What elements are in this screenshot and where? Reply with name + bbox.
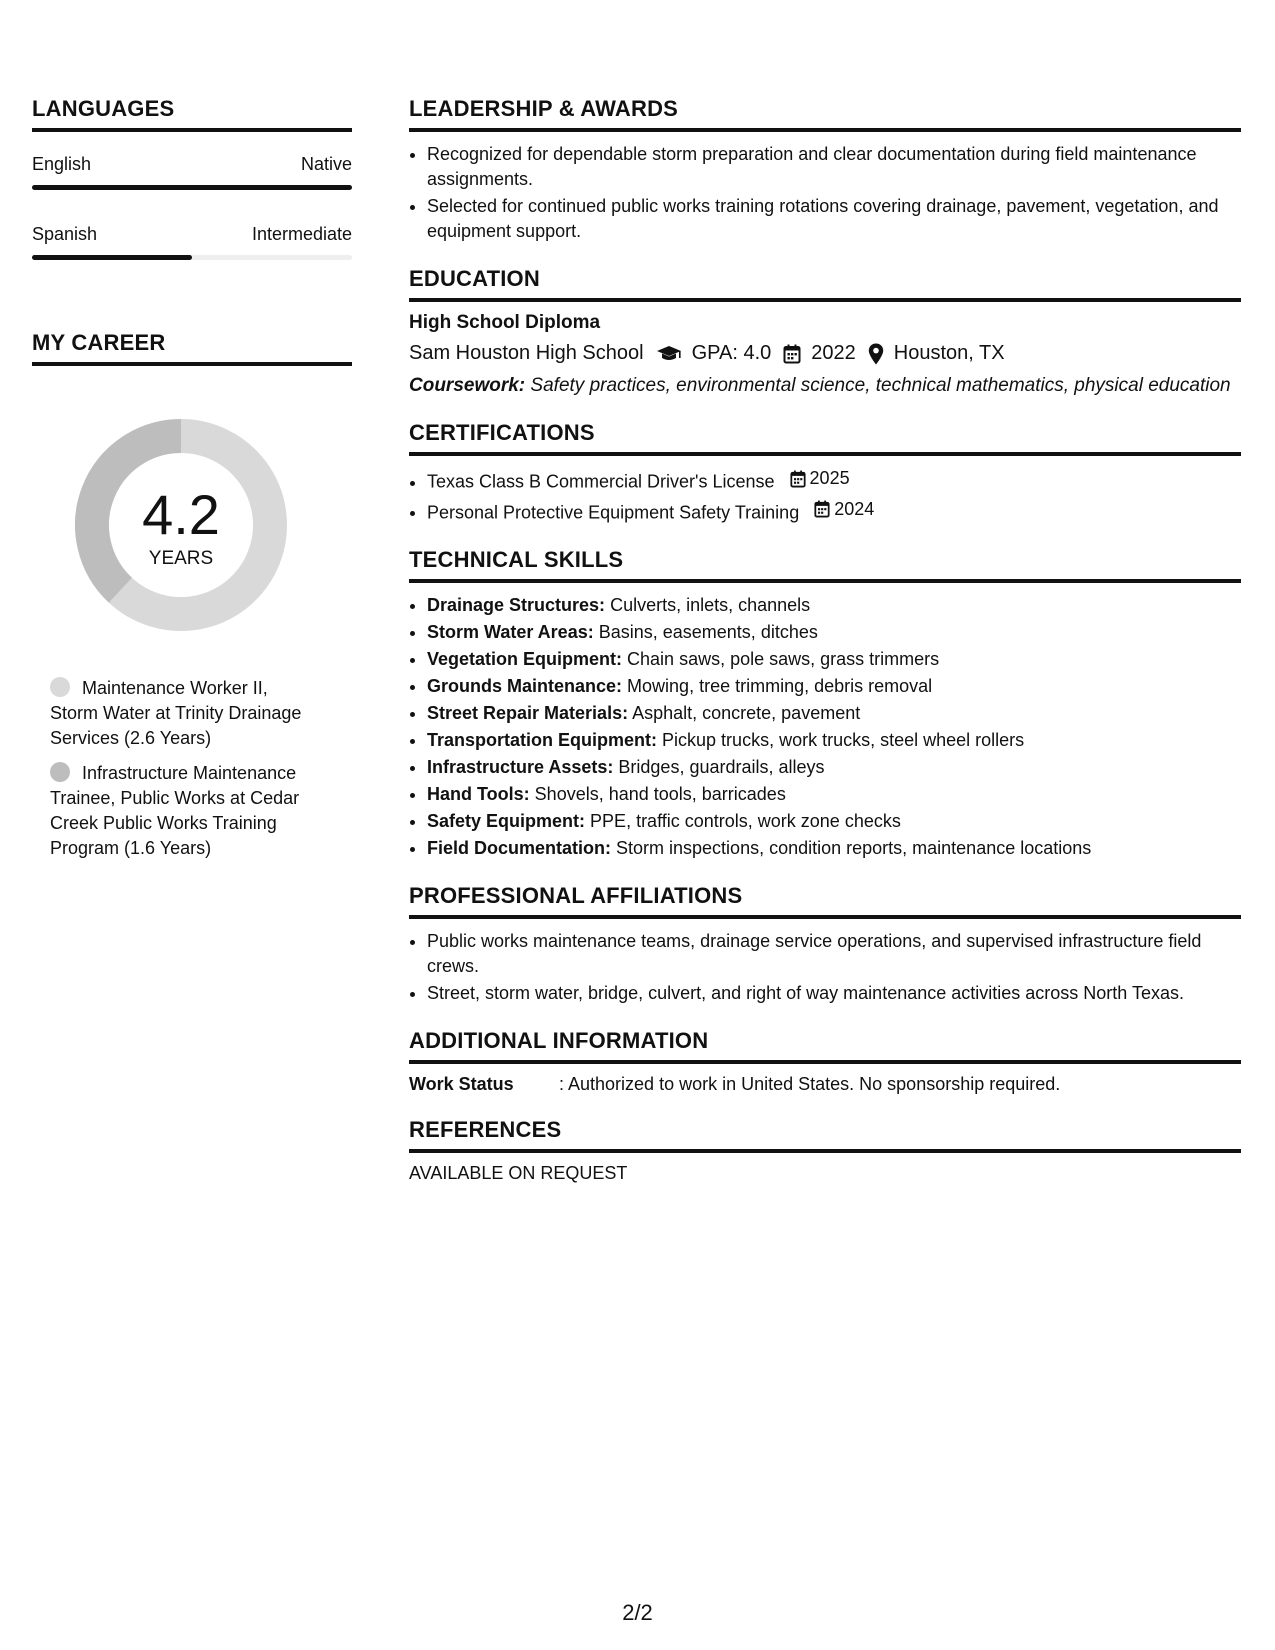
map-marker-icon: [868, 343, 884, 365]
references-text: AVAILABLE ON REQUEST: [409, 1163, 628, 1183]
skill-item: [427, 836, 1241, 861]
skills-section: [409, 547, 1241, 861]
certification-name: Personal Protective Equipment Safety Training: [427, 502, 800, 522]
certification-name: Texas Class B Commercial Driver's License: [427, 471, 775, 492]
skill-item: [427, 620, 1241, 645]
skill-item: [427, 674, 1241, 699]
language-item: [32, 154, 352, 190]
languages-title: LANGUAGES: [32, 96, 352, 132]
certification-year: 2025: [809, 468, 850, 488]
skill-item: [427, 593, 1241, 618]
career-total: 4.2: [142, 483, 220, 546]
skill-text: Storm inspections, condition reports, maintenance locations: [616, 838, 1092, 858]
legend-dot-icon: [50, 762, 70, 782]
affiliations-section: [409, 883, 1241, 1006]
language-bar-fill: [32, 255, 192, 260]
skill-label: Hand Tools:: [427, 784, 530, 804]
language-level: Native: [300, 154, 352, 174]
skill-label: Field Documentation:: [427, 838, 611, 858]
certification-year: 2024: [834, 498, 875, 519]
calendar-icon: [790, 470, 806, 488]
coursework-text: Safety practices, environmental science, technical mathematics, physical education: [530, 375, 1231, 396]
career-unit: YEARS: [148, 548, 214, 569]
right-column: [409, 96, 1241, 1206]
skill-item: [427, 647, 1241, 672]
skill-item: [427, 809, 1241, 834]
skill-text: Bridges, guardrails, alleys: [618, 757, 825, 777]
skill-label: Street Repair Materials:: [427, 703, 629, 723]
list-item: • Street, storm water, bridge, culvert, and right of way maintenance activities across North Texas.: [427, 981, 1241, 1006]
references-title: REFERENCES: [409, 1117, 1241, 1153]
language-name: English: [32, 154, 92, 174]
career-list: [32, 676, 352, 861]
calendar-icon: [783, 344, 801, 364]
education-coursework: [409, 373, 1241, 398]
work-status-value: : Authorized to work in United States. No sponsorship required.: [559, 1074, 1061, 1094]
skill-item: [427, 701, 1241, 726]
additional-info-section: [409, 1028, 1241, 1095]
skill-text: PPE, traffic controls, work zone checks: [590, 811, 901, 831]
calendar-icon: [814, 500, 830, 518]
skill-label: Safety Equipment:: [427, 811, 586, 831]
skill-text: Shovels, hand tools, barricades: [534, 784, 786, 804]
skill-text: Asphalt, concrete, pavement: [632, 703, 861, 723]
skill-text: Basins, easements, ditches: [598, 622, 818, 642]
leadership-section: [409, 96, 1241, 244]
career-title: MY CAREER: [32, 330, 352, 366]
education-section: [409, 266, 1241, 398]
skill-label: Infrastructure Assets:: [427, 757, 614, 777]
coursework-label: Coursework:: [409, 375, 526, 396]
certification-date: [790, 466, 850, 491]
leadership-title: LEADERSHIP & AWARDS: [409, 96, 1241, 132]
list-item: • Selected for continued public works training rotations covering drainage, pavement, vegetation, and equipment support.: [427, 194, 1241, 244]
work-status-label: Work Status: [409, 1074, 514, 1094]
education-year: 2022: [811, 342, 856, 364]
certifications-title: CERTIFICATIONS: [409, 420, 1241, 456]
left-column: [32, 96, 352, 871]
list-item: [427, 497, 1241, 526]
education-details: [409, 342, 1241, 365]
additional-info-title: ADDITIONAL INFORMATION: [409, 1028, 1241, 1064]
career-item-text: Maintenance Worker II, Storm Water at Trinity Drainage Services (2.6 Years): [50, 678, 302, 748]
career-item: [50, 761, 320, 861]
list-item: • Recognized for dependable storm preparation and clear documentation during field maintenance assignments.: [427, 142, 1241, 192]
language-level: Intermediate: [251, 224, 352, 244]
education-degree: High School Diploma: [409, 312, 601, 333]
skill-text: Pickup trucks, work trucks, steel wheel rollers: [662, 730, 1025, 750]
skill-text: Mowing, tree trimming, debris removal: [627, 676, 933, 696]
skill-label: Grounds Maintenance:: [427, 676, 623, 696]
skill-item: [427, 782, 1241, 807]
career-item-text: Infrastructure Maintenance Trainee, Public Works at Cedar Creek Public Works Training Program (1.6 Years): [50, 763, 300, 858]
career-donut-chart: [66, 410, 296, 640]
skill-item: [427, 755, 1241, 780]
references-section: [409, 1117, 1241, 1184]
language-name: Spanish: [32, 224, 98, 244]
page-number: 2/2: [622, 1600, 653, 1625]
education-location: Houston, TX: [893, 342, 1005, 364]
list-item: • Public works maintenance teams, drainage service operations, and supervised infrastructure field crews.: [427, 929, 1241, 979]
skill-label: Vegetation Equipment:: [427, 649, 623, 669]
education-gpa: GPA: 4.0: [691, 342, 772, 364]
skill-label: Transportation Equipment:: [427, 730, 658, 750]
legend-dot-icon: [50, 677, 70, 697]
skill-text: Culverts, inlets, channels: [610, 595, 811, 615]
skill-label: Drainage Structures:: [427, 595, 606, 615]
graduation-cap-icon: [656, 345, 682, 363]
education-school: Sam Houston High School: [409, 342, 644, 364]
skill-label: Storm Water Areas:: [427, 622, 594, 642]
list-item: [427, 466, 1241, 495]
language-item: [32, 224, 352, 260]
certification-date: [814, 497, 874, 522]
work-status-row: [409, 1074, 1241, 1095]
language-bar-fill: [32, 185, 352, 190]
certifications-section: [409, 420, 1241, 525]
career-item: [50, 676, 320, 751]
education-title: EDUCATION: [409, 266, 1241, 302]
language-bar: [32, 185, 352, 190]
skills-title: TECHNICAL SKILLS: [409, 547, 1241, 583]
skill-text: Chain saws, pole saws, grass trimmers: [627, 649, 940, 669]
affiliations-title: PROFESSIONAL AFFILIATIONS: [409, 883, 1241, 919]
skill-item: [427, 728, 1241, 753]
language-bar: [32, 255, 352, 260]
